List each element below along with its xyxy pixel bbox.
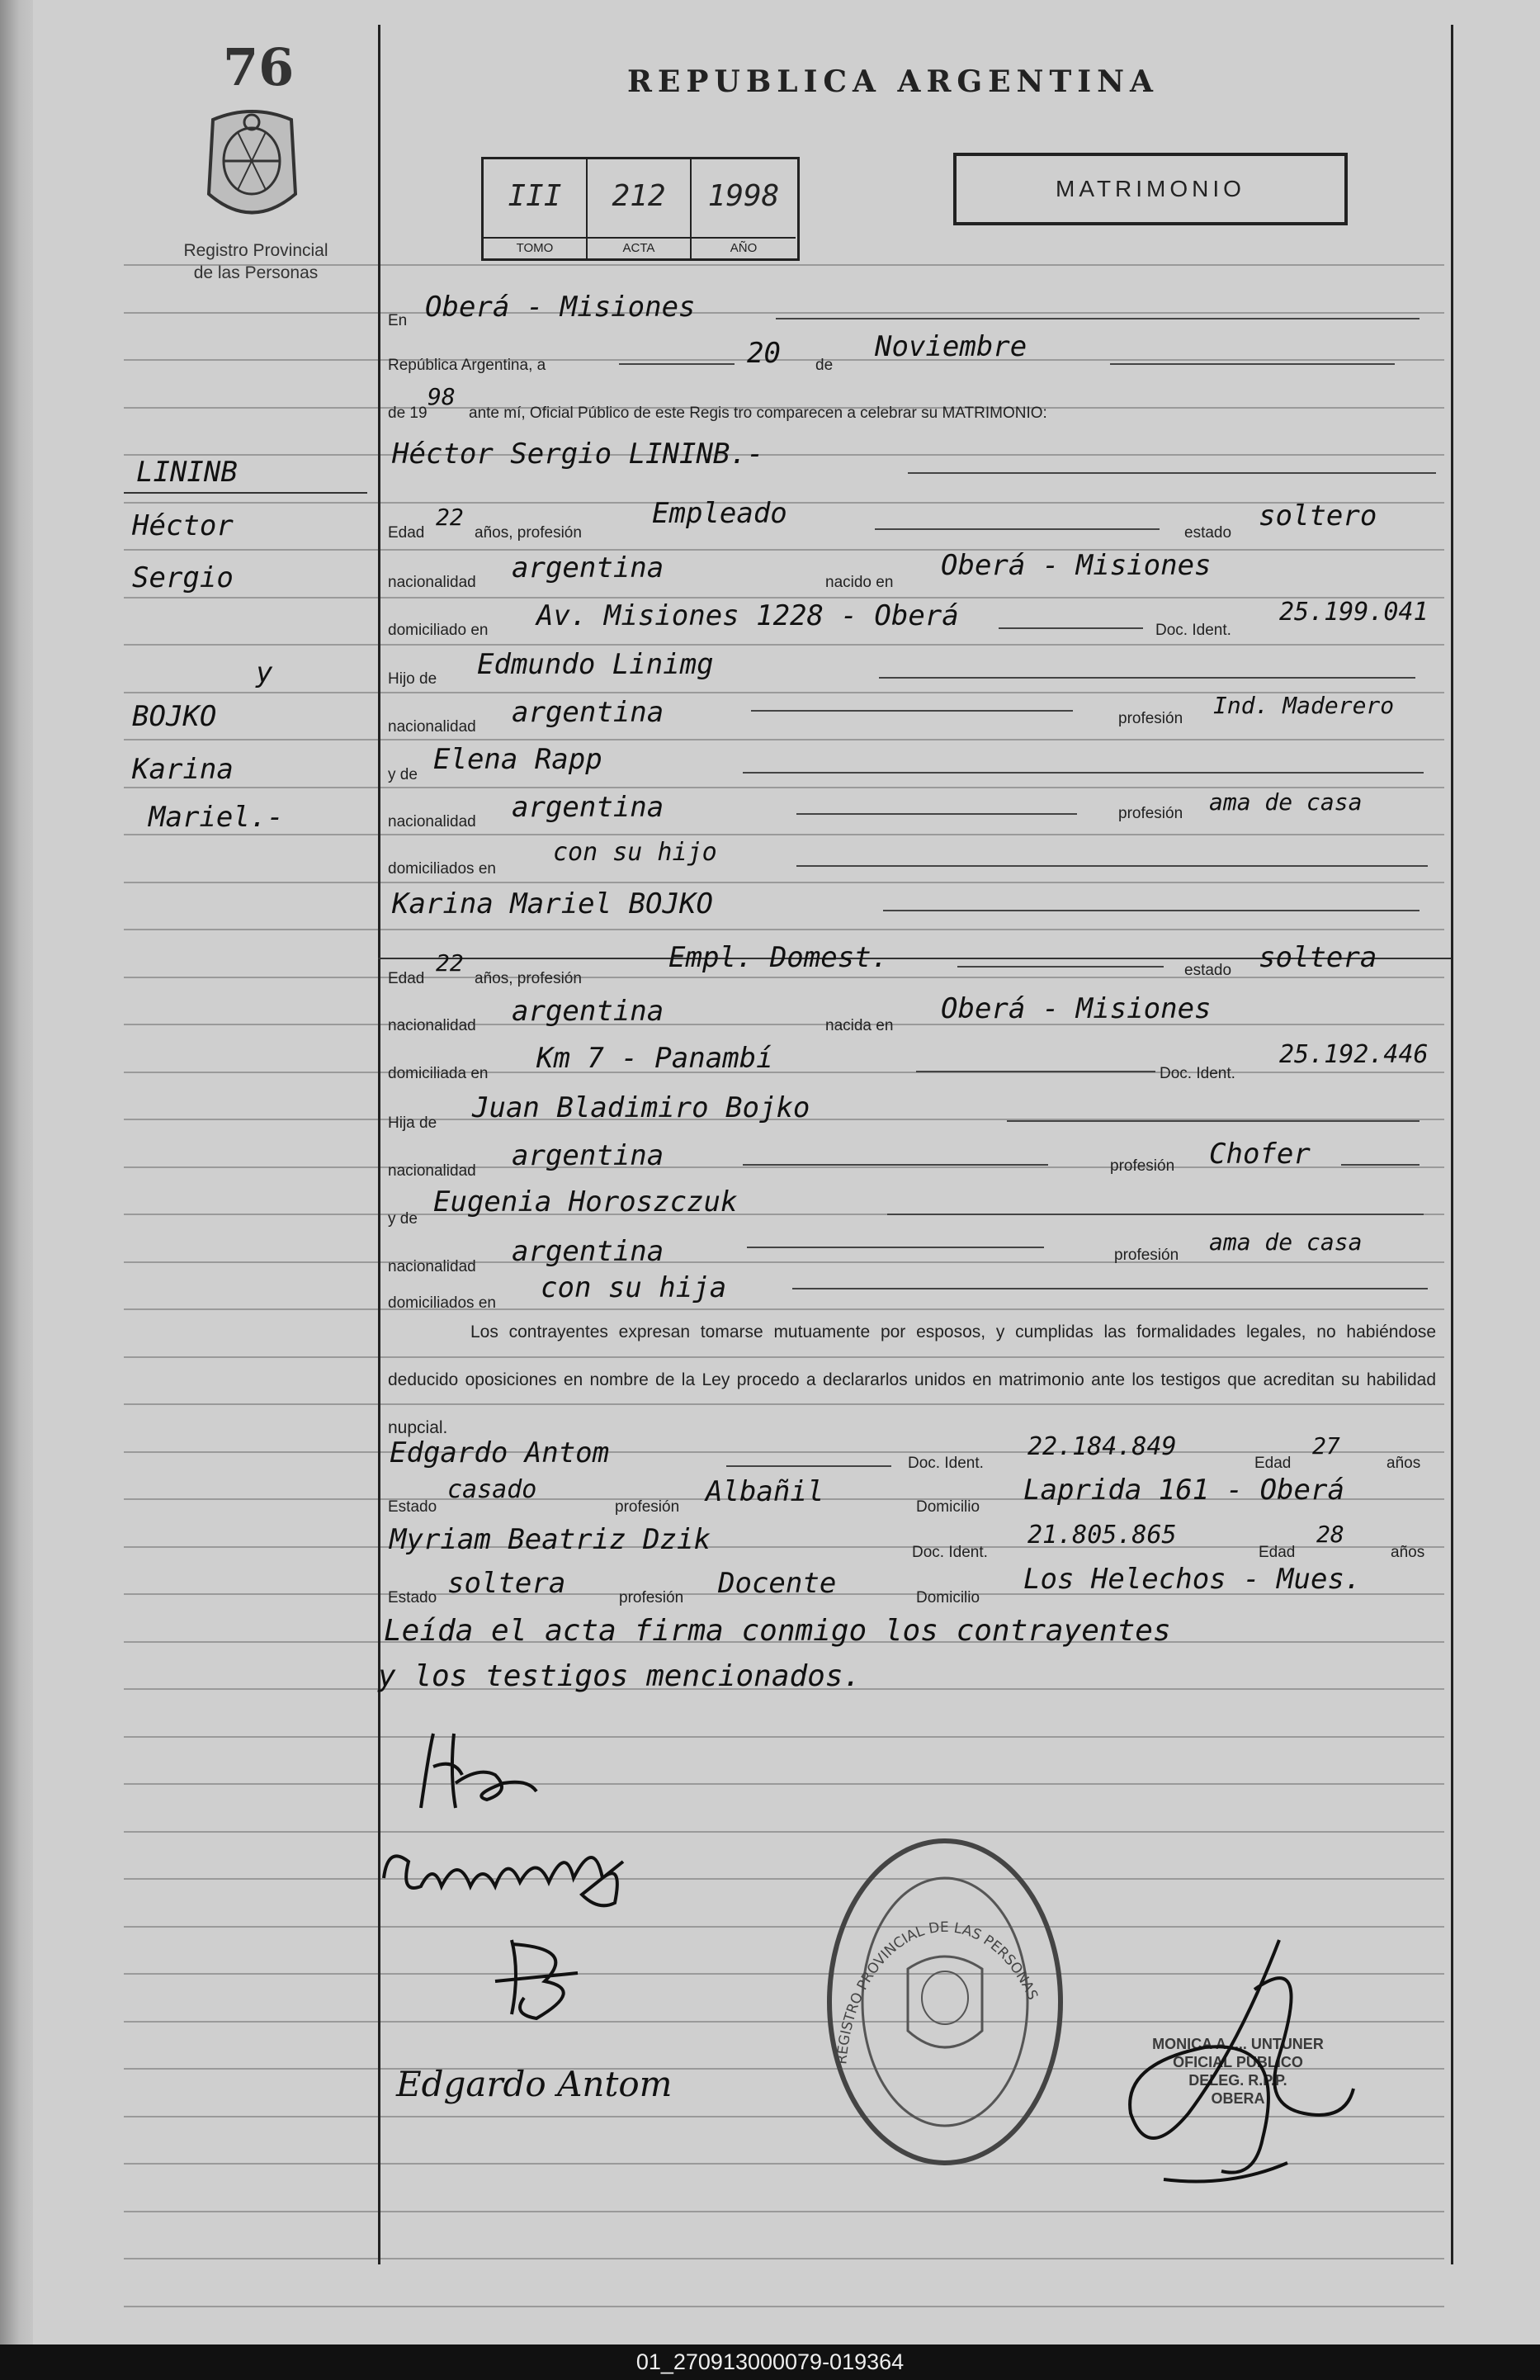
bride-domicilio: Km 7 - Panambí xyxy=(536,1042,773,1075)
ruled-line xyxy=(124,2258,1444,2259)
fill-line xyxy=(743,1164,1048,1166)
fill-line xyxy=(875,528,1160,530)
bride-doc: 25.192.446 xyxy=(1279,1040,1429,1069)
fill-line xyxy=(619,363,735,365)
bride-madre-label: y de xyxy=(388,1210,418,1228)
groom-madre-nacionalidad: argentina xyxy=(512,791,664,824)
witness2-anos-label: años xyxy=(1391,1544,1425,1561)
witness1-edad-label: Edad xyxy=(1254,1455,1292,1472)
binding-edge xyxy=(0,0,33,2380)
bride-full-name: Karina Mariel BOJKO xyxy=(392,887,713,920)
fill-line xyxy=(999,627,1143,629)
groom-padre-nacionalidad: argentina xyxy=(512,696,664,729)
bride-domiciliados-label: domiciliados en xyxy=(388,1294,496,1312)
ruled-line xyxy=(124,1736,1444,1738)
sidebar-surname: LININB xyxy=(136,456,238,489)
groom-madre-profesion: ama de casa xyxy=(1209,788,1363,816)
ruled-line xyxy=(124,1072,1444,1073)
groom-full-name: Héctor Sergio LININB.- xyxy=(392,438,764,471)
fill-line xyxy=(916,1071,1155,1072)
groom-padre-profesion: Ind. Maderero xyxy=(1213,692,1395,719)
witness1-estado: casado xyxy=(447,1475,537,1504)
witness1-doc: 22.184.849 xyxy=(1027,1432,1177,1461)
acta-value: 212 xyxy=(612,179,666,213)
signature-witness2 xyxy=(487,1923,594,2031)
witness1-domicilio-label: Domicilio xyxy=(916,1498,980,1516)
ruled-line xyxy=(124,644,1444,646)
fill-line xyxy=(751,710,1073,712)
fill-line xyxy=(726,1465,891,1467)
official-round-stamp xyxy=(813,1829,1077,2175)
fill-line xyxy=(883,910,1420,911)
ano-label: AÑO xyxy=(692,237,796,255)
groom-domiciliados-label: domiciliados en xyxy=(388,860,496,878)
acta-label: ACTA xyxy=(588,237,690,255)
bride-padre: Juan Bladimiro Bojko xyxy=(472,1091,810,1124)
bride-nacida-label: nacida en xyxy=(825,1017,894,1034)
groom-nacionalidad: argentina xyxy=(512,551,664,584)
country-title: REPUBLICA ARGENTINA xyxy=(627,64,1159,99)
groom-nacionalidad-label: nacionalidad xyxy=(388,574,476,591)
bride-profesion: Empl. Domest. xyxy=(668,941,889,974)
act-type-box: MATRIMONIO xyxy=(953,153,1348,225)
witness1-estado-label: Estado xyxy=(388,1498,437,1516)
groom-madre-nac-label: nacionalidad xyxy=(388,813,476,830)
sidebar-line3: y xyxy=(256,656,273,689)
bride-estado-label: estado xyxy=(1184,962,1232,979)
bride-domiciliados: con su hija xyxy=(541,1271,727,1304)
acta-cell xyxy=(588,159,692,258)
tomo-value: III xyxy=(508,179,562,213)
bride-nacionalidad-label: nacionalidad xyxy=(388,1017,476,1034)
fill-line xyxy=(796,865,1428,867)
ruled-line xyxy=(124,1024,1444,1025)
fill-line xyxy=(747,1247,1044,1248)
witness1-profesion: Albañil xyxy=(706,1475,824,1508)
groom-domiciliados: con su hijo xyxy=(553,838,717,867)
witness2-doc: 21.805.865 xyxy=(1027,1521,1177,1550)
bride-padre-nac-label: nacionalidad xyxy=(388,1162,476,1180)
month-value: Noviembre xyxy=(875,330,1027,363)
signature-witness1: Edgardo Antom xyxy=(396,2064,673,2104)
sidebar-line4: BOJKO xyxy=(132,700,217,733)
bride-nacionalidad: argentina xyxy=(512,995,664,1028)
ruled-line xyxy=(124,359,1444,361)
year-suffix: 98 xyxy=(428,383,456,410)
fill-line xyxy=(1007,1120,1420,1122)
witness2-estado-label: Estado xyxy=(388,1589,437,1606)
tomo-label: TOMO xyxy=(484,237,586,255)
fill-line xyxy=(792,1288,1428,1289)
bride-padre-nacionalidad: argentina xyxy=(512,1139,664,1172)
witness1-anos-label: años xyxy=(1386,1455,1421,1472)
signature-bride xyxy=(376,1829,631,1923)
right-border-line xyxy=(1451,25,1453,2264)
ruled-line xyxy=(124,1783,1444,1785)
ruled-line xyxy=(124,834,1444,835)
ruled-line xyxy=(124,882,1444,883)
groom-domiciliado-label: domiciliado en xyxy=(388,622,489,639)
day-value: 20 xyxy=(747,337,781,370)
bride-estado: soltera xyxy=(1259,941,1377,974)
sidebar-line2: Sergio xyxy=(132,561,234,594)
ano-value: 1998 xyxy=(707,179,780,213)
fill-line xyxy=(908,472,1436,474)
fill-line xyxy=(776,318,1420,319)
witness1-edad: 27 xyxy=(1312,1432,1340,1460)
witness2-estado: soltera xyxy=(447,1567,566,1600)
groom-madre: Elena Rapp xyxy=(433,743,602,776)
witness2-profesion-label: profesión xyxy=(619,1589,684,1606)
sidebar-line6: Mariel.- xyxy=(149,801,284,834)
witness2-domicilio: Los Helechos - Mues. xyxy=(1023,1563,1362,1596)
witness2-doc-label: Doc. Ident. xyxy=(912,1544,988,1561)
year-prefix: de 19 xyxy=(388,405,428,422)
ruled-line xyxy=(124,2306,1444,2307)
groom-hijo-label: Hijo de xyxy=(388,670,437,688)
groom-doc: 25.199.041 xyxy=(1279,598,1429,627)
groom-estado: soltero xyxy=(1259,499,1377,532)
volume-box xyxy=(481,157,800,261)
sidebar-line1: Héctor xyxy=(132,509,234,542)
groom-profesion-label: años, profesión xyxy=(475,524,582,542)
ano-cell xyxy=(692,159,796,258)
ruled-line xyxy=(124,597,1444,599)
bride-hija-label: Hija de xyxy=(388,1114,437,1132)
groom-edad-label: Edad xyxy=(388,524,425,542)
signature-official xyxy=(1098,1923,1378,2196)
tomo-cell xyxy=(484,159,588,258)
stamp-rect-line2: OFICIAL PUBLICO xyxy=(1173,2054,1303,2070)
witness2-edad-label: Edad xyxy=(1259,1544,1296,1561)
sidebar-line5: Karina xyxy=(132,753,234,786)
place-value: Oberá - Misiones xyxy=(425,291,696,324)
fill-line xyxy=(796,813,1077,815)
svg-text:REGISTRO PROVINCIAL DE LAS PER xyxy=(834,1919,1041,2065)
fill-line xyxy=(743,772,1424,774)
groom-padre: Edmundo Linimg xyxy=(477,648,714,681)
signature-groom xyxy=(404,1717,545,1824)
groom-estado-label: estado xyxy=(1184,524,1232,542)
closing-line1: Leída el acta firma conmigo los contrayentes xyxy=(384,1614,1171,1648)
bride-madre: Eugenia Horoszczuk xyxy=(433,1185,738,1218)
groom-padre-prof-label: profesión xyxy=(1118,710,1183,727)
sidebar-underline xyxy=(124,492,367,494)
ruled-line xyxy=(124,1878,1444,1880)
fill-line xyxy=(879,677,1415,679)
groom-profesion: Empleado xyxy=(652,497,787,530)
witness2-profesion: Docente xyxy=(718,1567,837,1600)
groom-padre-nac-label: nacionalidad xyxy=(388,718,476,736)
closing-line2: y los testigos mencionados. xyxy=(378,1659,862,1693)
groom-madre-prof-label: profesión xyxy=(1118,805,1183,822)
de-label: de xyxy=(815,357,834,374)
witness1-domicilio: Laprida 161 - Oberá xyxy=(1023,1474,1344,1507)
ruled-line xyxy=(124,454,1444,456)
fill-line xyxy=(957,966,1164,968)
bride-madre-profesion: ama de casa xyxy=(1209,1228,1363,1256)
fill-line xyxy=(887,1214,1424,1215)
bride-domiciliada-label: domiciliada en xyxy=(388,1065,489,1082)
groom-doc-label: Doc. Ident. xyxy=(1155,622,1231,639)
registry-line2: de las Personas xyxy=(193,263,319,282)
witness1-profesion-label: profesión xyxy=(615,1498,680,1516)
ruled-line xyxy=(124,549,1444,551)
fill-line xyxy=(1341,1164,1420,1166)
bride-nacida-en: Oberá - Misiones xyxy=(941,992,1212,1025)
stamp-rect-line4: OBERA xyxy=(1211,2090,1265,2107)
margin-line xyxy=(378,25,380,2264)
republica-label: República Argentina, a xyxy=(388,357,546,374)
bride-profesion-label: años, profesión xyxy=(475,970,582,987)
ruled-line xyxy=(124,929,1444,930)
bride-madre-prof-label: profesión xyxy=(1114,1247,1179,1264)
intro-text: ante mí, Oficial Público de este Regis tro comparecen a celebrar su MATRIMONIO: xyxy=(469,405,1047,422)
bride-padre-profesion: Chofer xyxy=(1209,1138,1311,1171)
witness2-name: Myriam Beatriz Dzik xyxy=(390,1523,711,1556)
ruled-line xyxy=(124,1261,1444,1263)
coat-of-arms-icon xyxy=(196,107,308,227)
ruled-line xyxy=(124,1546,1444,1548)
stamp-rect-line3: DELEG. R.P.P. xyxy=(1188,2072,1287,2089)
stamp-round-text: REGISTRO PROVINCIAL DE LAS PERSONAS xyxy=(834,1919,1042,2065)
witness1-doc-label: Doc. Ident. xyxy=(908,1455,984,1472)
bride-madre-nac-label: nacionalidad xyxy=(388,1258,476,1275)
ruled-line xyxy=(124,2211,1444,2212)
bride-madre-nacionalidad: argentina xyxy=(512,1235,664,1268)
ruled-line xyxy=(124,1831,1444,1833)
en-label: En xyxy=(388,312,408,329)
page-number: 76 xyxy=(223,37,295,97)
groom-madre-label: y de xyxy=(388,766,418,783)
groom-edad: 22 xyxy=(436,504,464,531)
bride-edad: 22 xyxy=(436,949,464,977)
fill-line xyxy=(1110,363,1395,365)
declaration-text: Los contrayentes expresan tomarse mutuamente por esposos, y cumplidas las formalidades legales, no habiéndose deducido oposiciones en nombre de la Ley procedo a declararlos unidos en matrimonio ante los testigos que acreditan su habilidad nupcial. xyxy=(388,1322,1436,1437)
witness2-edad: 28 xyxy=(1316,1521,1344,1548)
registry-line1: Registro Provincial xyxy=(183,241,328,260)
stamp-rect-line1: MONICA A. ... UNTUNER xyxy=(1152,2036,1324,2052)
ruled-line xyxy=(124,312,1444,314)
witness1-name: Edgardo Antom xyxy=(390,1436,610,1469)
registry-name xyxy=(144,239,367,284)
bride-edad-label: Edad xyxy=(388,970,425,987)
bride-doc-label: Doc. Ident. xyxy=(1160,1065,1235,1082)
groom-nacido-en: Oberá - Misiones xyxy=(941,549,1212,582)
bride-padre-prof-label: profesión xyxy=(1110,1157,1175,1175)
witness2-domicilio-label: Domicilio xyxy=(916,1589,980,1606)
footer-id: 01_270913000079-019364 xyxy=(0,2345,1540,2380)
ruled-line xyxy=(124,739,1444,740)
ruled-line xyxy=(124,977,1444,978)
groom-nacido-label: nacido en xyxy=(825,574,894,591)
groom-domicilio: Av. Misiones 1228 - Oberá xyxy=(536,599,959,632)
